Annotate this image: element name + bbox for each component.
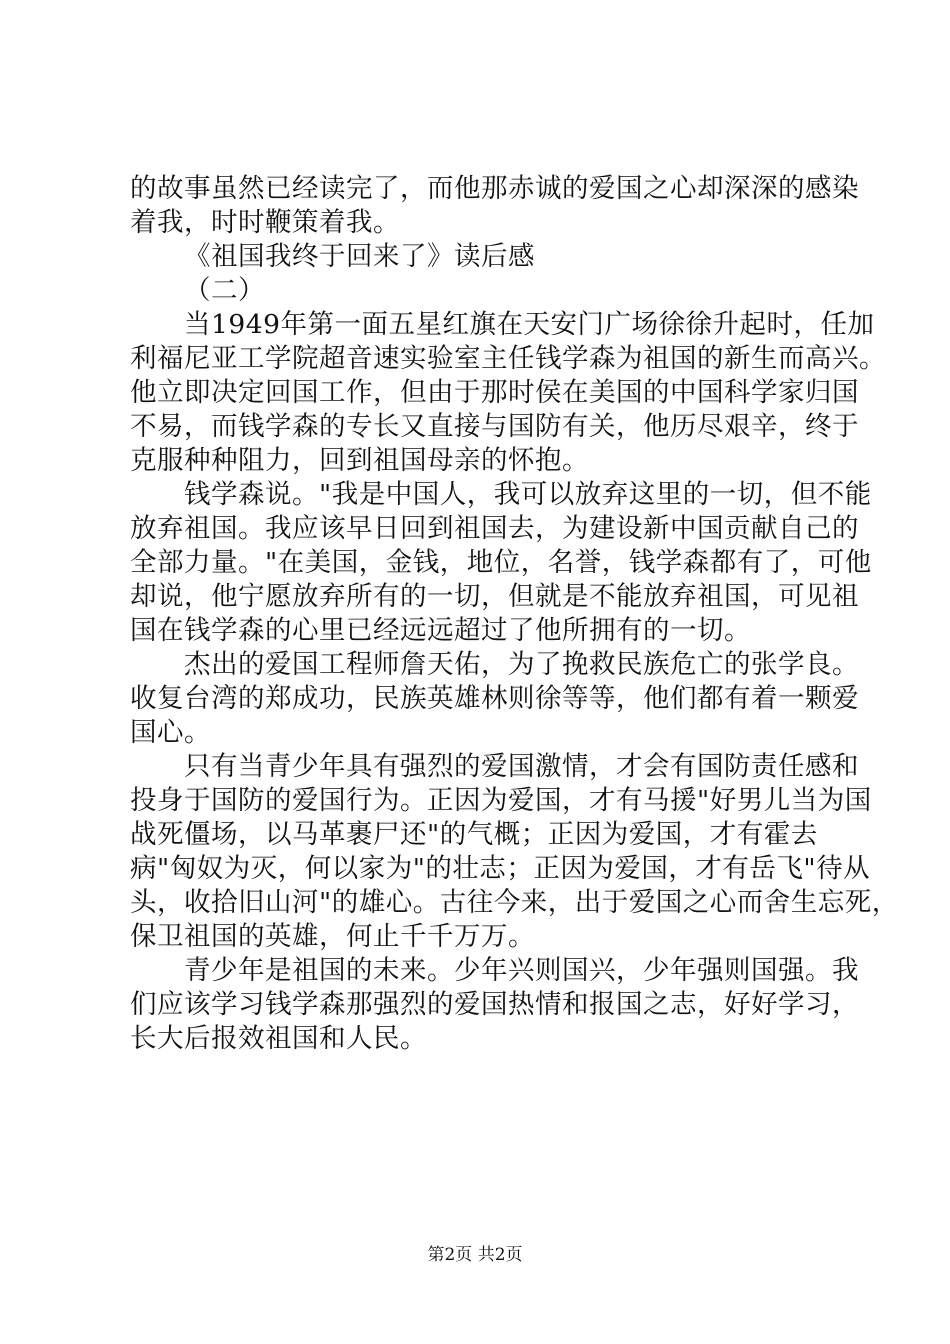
- text-line: 投身于国防的爱国行为。正因为爱国，才有马援"好男儿当为国: [130, 785, 872, 816]
- page-footer: 第2页 共2页: [427, 1245, 523, 1265]
- text-line: 着我，时时鞭策着我。: [130, 207, 400, 238]
- text-line: 不易，而钱学森的专长又直接与国防有关，他历尽艰辛，终于: [130, 411, 859, 442]
- paragraph: [130, 308, 886, 478]
- text-line: 全部力量。"在美国，金钱，地位，名誉，钱学森都有了，可他: [130, 547, 872, 578]
- document-body: [130, 172, 899, 1056]
- text-line: 放弃祖国。我应该早日回到祖国去，为建设新中国贡献自己的: [130, 513, 859, 544]
- paragraph: [130, 954, 859, 1056]
- text-line: 《祖国我终于回来了》读后感: [184, 241, 535, 272]
- text-line: 青少年是祖国的未来。少年兴则国兴，少年强则国强。我: [184, 955, 859, 986]
- paragraph: [130, 274, 838, 308]
- text-line: 当1949年第一面五星红旗在天安门广场徐徐升起时，任加: [184, 309, 875, 340]
- text-line: 病"匈奴为灭，何以家为"的壮志；正因为爱国，才有岳飞"待从: [130, 853, 871, 884]
- text-line: 长大后报效祖国和人民。: [130, 1023, 427, 1054]
- paragraph: [130, 172, 859, 240]
- text-line: 他立即决定回国工作，但由于那时侯在美国的中国科学家归国: [130, 377, 859, 408]
- paragraph: [130, 478, 872, 648]
- text-line: 利福尼亚工学院超音速实验室主任钱学森为祖国的新生而高兴。: [130, 343, 886, 374]
- paragraph: [130, 240, 838, 274]
- text-line: 的故事虽然已经读完了，而他那赤诚的爱国之心却深深的感染: [130, 173, 859, 204]
- paragraph: [130, 750, 899, 954]
- text-line: 却说，他宁愿放弃所有的一切，但就是不能放弃祖国，可见祖: [130, 581, 859, 612]
- text-line: 国在钱学森的心里已经远远超过了他所拥有的一切。: [130, 615, 751, 646]
- text-line: 们应该学习钱学森那强烈的爱国热情和报国之志，好好学习，: [130, 989, 859, 1020]
- text-line: 杰出的爱国工程师詹天佑，为了挽救民族危亡的张学良。: [184, 649, 859, 680]
- text-line: 克服种种阻力，回到祖国母亲的怀抱。: [130, 445, 589, 476]
- text-line: 头，收拾旧山河"的雄心。古往今来，出于爱国之心而舍生忘死，: [130, 887, 899, 918]
- text-line: 战死僵场，以马革裹尸还"的气概；正因为爱国，才有霍去: [130, 819, 818, 850]
- text-line: （二）: [184, 275, 265, 306]
- text-line: 收复台湾的郑成功，民族英雄林则徐等等，他们都有着一颗爱: [130, 683, 859, 714]
- text-line: 保卫祖国的英雄，何止千千万万。: [130, 921, 535, 952]
- text-line: 只有当青少年具有强烈的爱国激情，才会有国防责任感和: [184, 751, 859, 782]
- text-line: 国心。: [130, 717, 211, 748]
- paragraph: [130, 648, 859, 750]
- text-line: 钱学森说。"我是中国人，我可以放弃这里的一切，但不能: [184, 479, 872, 510]
